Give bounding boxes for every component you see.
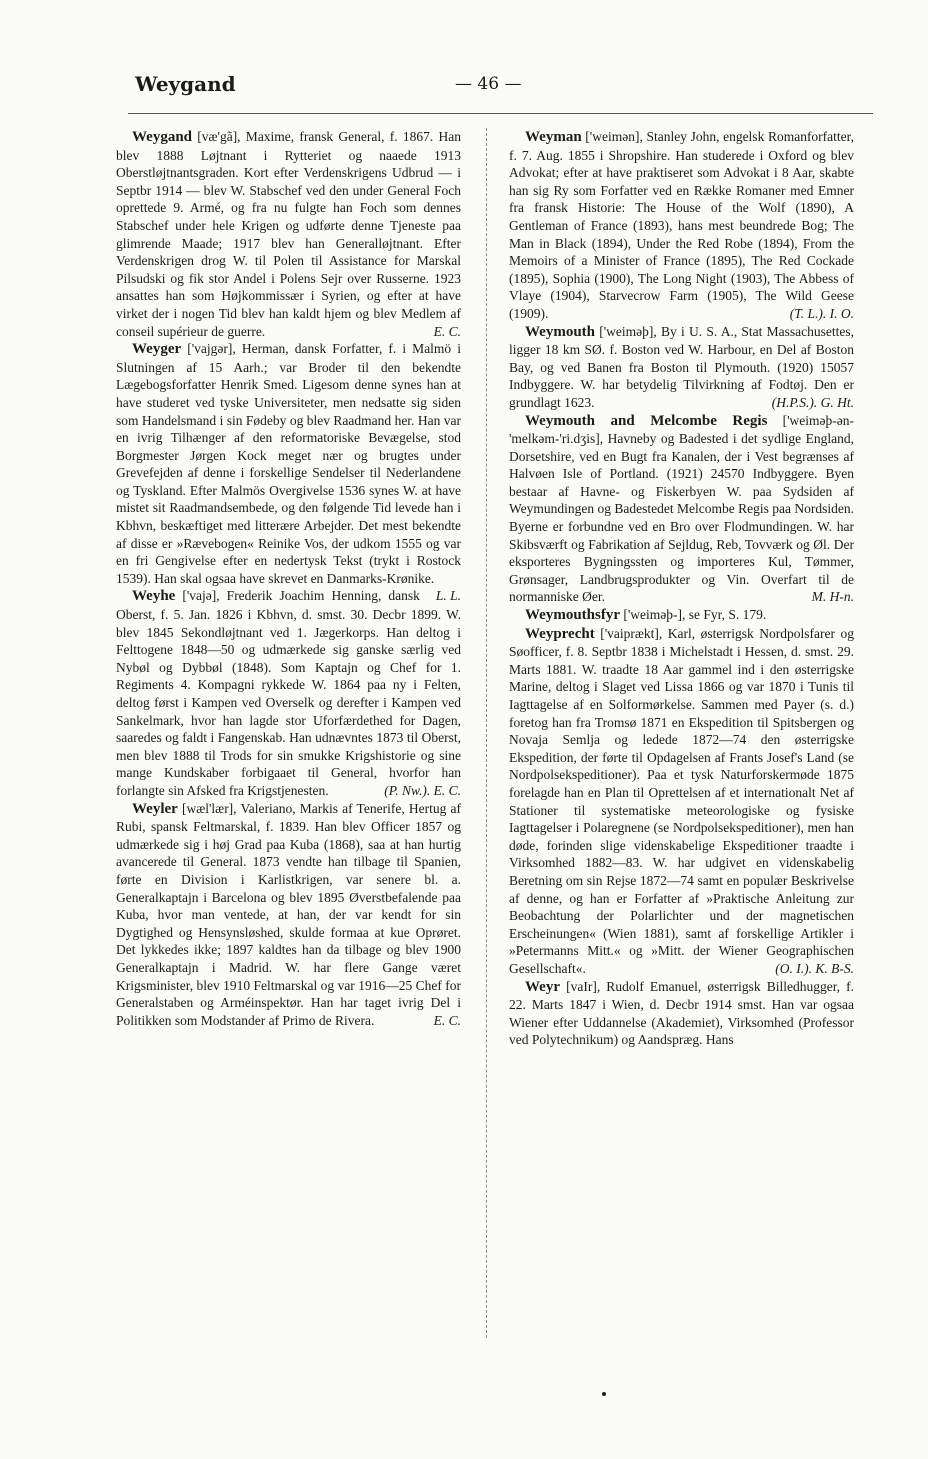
entry-text: ['vajgər], Herman, dansk Forfatter, f. i Malmö i Slutningen af 15 Aarh.; var Broder til den bekendte Lægebogsforfatter Henrik Smed. Ligesom denne synes han at have studeret ved tyske Universiteter, men nedsatte sig siden som Handelsmand i sin Fødeby og blev Raadmand her. Han var en ivrig Tilhænger af den reformatoriske Bevægelse, stod Borgmester Jørgen Kock meget nær og brugtes under Grevefejden af denne i forskellige Sendelser til Nederlandene og Tyskland. Efter Malmös Overgivelse 1536 synes W. at have mistet sit Raadmandsembede, og den følgende Tid levede han i Kbhvn, beskæftiget med litterære Arbejder. Det mest bekendte af disse er »Rævebogen« Reinike Vos, der udkom 1555 og var en fri Gengivelse efter en nedertysk Tekst (trykt i Rostock 1539). Han skal ogsaa have skrevet en Danmarks-Krønike.	[116, 341, 461, 586]
entry	[509, 128, 854, 323]
entry-text: ['weiməþ], By i U. S. A., Stat Massachusettes, ligger 18 km SØ. f. Boston ved W. Harbour, en Del af Boston Bay, og ved Banen fra Boston til Plymouth. (1920) 15057 Indbyggere. W. har betydelig Tilvirkning af Fodtøj. Den er grundlagt 1623.	[509, 323, 855, 410]
running-headword: Weygand	[135, 72, 236, 96]
page-number: — 46 —	[455, 74, 522, 94]
entry-term: Weygand	[132, 129, 193, 145]
entry-term: Weyhe	[132, 588, 176, 605]
entry-term: Weyman	[525, 129, 582, 145]
entry-term: Weyger	[132, 341, 182, 358]
entry-text: ['weiməþ-], se Fyr, S. 179.	[623, 607, 767, 623]
entry	[509, 978, 854, 1049]
page-header	[135, 72, 870, 102]
entry-source: M. H-n.	[811, 589, 854, 605]
entry-text: [vaIr], Rudolf Emanuel, østerrigsk Billedhugger, f. 22. Marts 1847 i Wien, d. Decbr 1914 smst. Han var ogsaa Wiener efter Uddannelse (Akademiet), Virksomhed (Professor ved Polytechnikum) og Aandspræg. Hans	[509, 978, 855, 1048]
entry-text: [wæl'lær], Valeriano, Markis af Tenerife, Hertug af Rubi, spansk Feltmarskal, f. 1839. Han blev Officer 1857 og udmærkede sig i høj Grad paa Kuba (1868), saa at han hurtig avancerede til General. 1873 vendte han tilbage til Spanien, førte en Division i Karlistkrigen, var senere bl. a. Generalkaptajn i Barcelona og blev 1895 Øverstbefalende paa Kuba, hvor man ventede, at han, der var kendt for sin Dygtighed og Hensynsløshed, skulde formaa at kue Oprøret. Det lykkedes ikke; 1897 kaldtes han da tilbage og blev 1900 Generalkaptajn i Madrid. W. har flere Gange været Krigsminister, blev 1910 Feltmarskal og var 1916—25 Chef for Generalstaben og Arméinspektør. Han har taget ivrig Del i Politikken som Modstander af Primo de Rivera.	[116, 800, 461, 1028]
right-column	[509, 128, 854, 1049]
entry-source: (T. L.). I. O.	[789, 305, 854, 321]
entry	[509, 625, 854, 978]
entry	[116, 128, 461, 340]
entry	[509, 606, 854, 625]
entry-text: ['weimən], Stanley John, engelsk Romanforfatter, f. 7. Aug. 1855 i Shropshire. Han studerede i Oxford og blev Advokat; efter at have praktiseret som Advokat i 8 Aar, skabte han sig Ry som Forfatter ved en Række Romaner med Emner fra fransk Historie: The House of the Wolf (1890), A Gentleman of France (1893), hans mest beundrede Bog; The Man in Black (1894), Under the Red Robe (1894), From the Memoirs of a Minister of France (1895), The Red Cockade (1895), Sophia (1900), The Long Night (1903), The Abbess of Vlaye (1904), Starvecrow Farm (1905), The Wild Geese (1909).	[509, 129, 854, 321]
entry-term: Weyprecht	[525, 625, 595, 642]
entry-source: L. L.	[435, 588, 461, 604]
entry	[509, 412, 854, 607]
left-column	[116, 128, 461, 1029]
entry	[116, 587, 461, 799]
entry-text: [væ'gã], Maxime, fransk General, f. 1867. Han blev 1888 Løjtnant i Rytteriet og naaede 1913 Oberstløjtnantsgraden. Kort efter Verdenskrigens Udbrud — i Septbr 1914 — blev W. Stabschef ved den under General Foch oprettede 9. Armé, og fra nu fulgte han Foch som dennes Stabschef under hele Krigen og udførte denne Tjeneste paa glimrende Maade; 1917 blev han Generalløjtnant. Efter Verdenskrigen drog W. til Polen til Assistance for Marskal Pilsudski og fik stor Andel i Polens Sejr over Russerne. 1923 ansattes han som Højkommissær i Syrien, og efter at have virket der i nogen Tid blev han kaldt hjem og blev Medlem af conseil supérieur de guerre.	[116, 129, 461, 339]
entry-text: ['vajə], Frederik Joachim Henning, dansk Oberst, f. 5. Jan. 1826 i Kbhvn, d. smst. 30. Decbr 1899. W. blev 1845 Sekondløjtnant ved 1. Jægerkorps. Han deltog i Felttogene 1848—50 og udmærkede sig ganske særlig ved Nybøl og Dybbøl (1848). Som Kaptajn og Chef for 1. Regiments 4. Kompagni rykkede W. 1864 paa ny i Felten, deltog først i Kampen ved Overselk og derefter i Kampen ved Sankelmark, hvor han lagde stor Uforfærdethed for Dagen, saaredes og faldt i Fangenskab. Han udnævntes 1873 til Oberst, men blev 1888 til Trods for sin smukke Krigshistorie og sine mange Kundskaber forbigaaet til General, hvorfor han forlangte sin Afsked fra Krigstjenesten.	[116, 588, 461, 798]
entry	[116, 800, 461, 1030]
entry-term: Weymouthsfyr	[525, 607, 620, 624]
entry-source: (O. I.). K. B-S.	[775, 960, 854, 976]
entry-source: E. C.	[433, 323, 461, 339]
entry	[509, 323, 854, 412]
entry-text: ['vaiprækt], Karl, østerrigsk Nordpolsfarer og Søofficer, f. 8. Septbr 1838 i Michelstadt i Hessen, d. smst. 29. Marts 1881. W. traadte 18 Aar gammel ind i den østerrigske Marine, deltog i Slaget ved Lissa 1866 og var 1870 i Tunis til Iagttagelse af en Solformørkelse. Sammen med Payer (s. d.) foretog han fra Tromsø 1871 en Ekspedition til Spitsbergen og Novaja Semlja og ledede 1872—74 den østerrigske Ekspedition, der førte til Opdagelsen af Frants Josef's Land (se Nordpolsekspeditioner). Paa et tysk Naturforskermøde 1875 forelagde han en Plan til Oprettelsen af et internationalt Net af Stationer til systematiske meteorologiske og fysiske Iagttagelser i Polaregnene (se Nordpolsekspeditioner), men han døde, forinden slige videnskabelige Ekspeditioner traadte i Virksomhed 1882—83. W. har udgivet en videnskabelig Beretning om sin Rejse 1872—74 samt en populær Beskrivelse af denne, og han er Forfatter af »Praktische Anleitung zur Beobachtung der Polarlichter und der magnetischen Erscheinungen« (Wien 1881), samt af forskellige Artikler i »Petermanns Mitt.« og »Mitt. der Wiener Geographischen Gesellschaft«.	[509, 625, 854, 976]
entry-term: Weymouth	[525, 323, 596, 340]
entry-source: E. C.	[433, 1012, 461, 1028]
entry-term: Weyler	[132, 800, 178, 817]
print-speck	[602, 1392, 606, 1396]
header-rule	[128, 113, 873, 114]
column-divider	[486, 128, 487, 1338]
entry-source: (P. Nw.). E. C.	[384, 782, 461, 798]
entry-term: Weymouth and Melcombe Regis	[525, 412, 768, 429]
entry-term: Weyr	[525, 978, 560, 995]
entry-source: (H.P.S.). G. Ht.	[771, 394, 854, 410]
entry-text: ['weiməþ-ən-'melkəm-'ri.dʒis], Havneby og Badested i det sydlige England, Dorsetshire, ved en Bugt fra Kanalen, der i Vest begrænses af Halvøen Isle of Portland. (1921) 24570 Indbyggere. Byen bestaar af Havne- og Fiskerbyen W. paa Sydsiden af Weymundingen og Badestedet Melcombe Regis paa Nordsiden. Byerne er forbundne ved en Bro over Flodmundingen. W. har Skibsværft og Fabrikation af Sejldug, Reb, Tovværk og Øl. Der eksporteres Bygningssten og importeres Kul, Tømmer, Grønsager, Landbrugsprodukter og Vin. Overfart til de normanniske Øer.	[509, 412, 855, 605]
